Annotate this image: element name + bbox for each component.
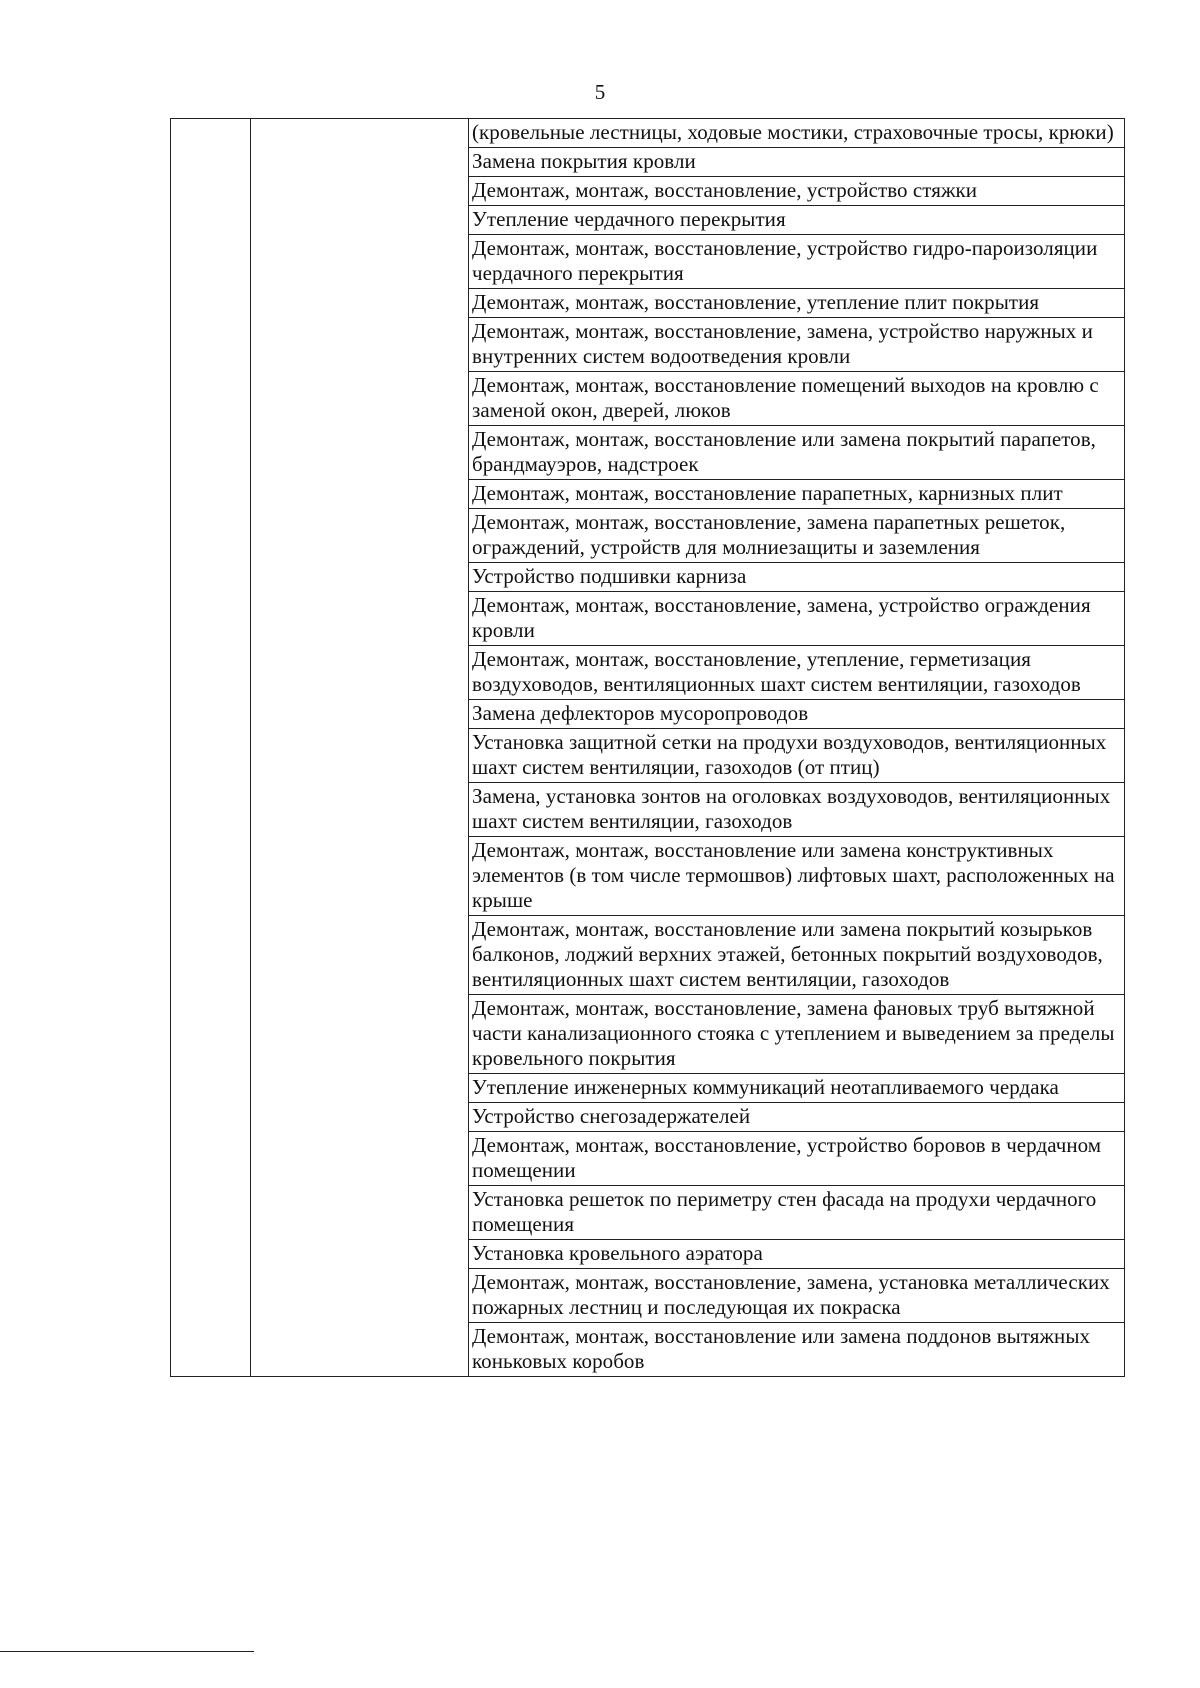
work-item-cell: Демонтаж, монтаж, восстановление или замена конструктивных элементов (в том числе термошвов) лифтовых шахт, расположенных на крыше — [469, 837, 1125, 916]
work-item-cell: Демонтаж, монтаж, восстановление или замена поддонов вытяжных коньковых коробов — [469, 1323, 1125, 1377]
merged-empty-cell-1 — [171, 119, 251, 1377]
work-item-cell: Демонтаж, монтаж, восстановление, устройство гидро-пароизоляции чердачного перекрытия — [469, 235, 1125, 289]
work-item-cell: Установка защитной сетки на продухи воздуховодов, вентиляционных шахт систем вентиляции, газоходов (от птиц) — [469, 729, 1125, 783]
work-item-cell: Демонтаж, монтаж, восстановление парапетных, карнизных плит — [469, 480, 1125, 509]
work-item-cell: Демонтаж, монтаж, восстановление, замена, устройство наружных и внутренних систем водоотведения кровли — [469, 318, 1125, 372]
work-item-cell: Замена, установка зонтов на оголовках воздуховодов, вентиляционных шахт систем вентиляции, газоходов — [469, 783, 1125, 837]
work-item-cell: Установка решеток по периметру стен фасада на продухи чердачного помещения — [469, 1186, 1125, 1240]
work-item-cell: Демонтаж, монтаж, восстановление, замена парапетных решеток, ограждений, устройств для молниезащиты и заземления — [469, 509, 1125, 563]
work-item-cell: Демонтаж, монтаж, восстановление или замена покрытий козырьков балконов, лоджий верхних этажей, бетонных покрытий воздуховодов, вентиляционных шахт систем вентиляции, газоходов — [469, 916, 1125, 995]
work-item-cell: Демонтаж, монтаж, восстановление, устройство боровов в чердачном помещении — [469, 1132, 1125, 1186]
works-table — [170, 118, 1125, 1377]
page-number: 5 — [594, 80, 606, 104]
work-item-cell: Демонтаж, монтаж, восстановление, утепление, герметизация воздуховодов, вентиляционных шахт систем вентиляции, газоходов — [469, 646, 1125, 700]
work-item-cell: Демонтаж, монтаж, восстановление помещений выходов на кровлю с заменой окон, дверей, люков — [469, 372, 1125, 426]
table-row — [171, 119, 1125, 148]
work-item-cell: Демонтаж, монтаж, восстановление, замена, устройство ограждения кровли — [469, 592, 1125, 646]
work-item-cell: Демонтаж, монтаж, восстановление, утепление плит покрытия — [469, 289, 1125, 318]
footnote-separator-line — [0, 1651, 254, 1652]
work-item-cell: Демонтаж, монтаж, восстановление или замена покрытий парапетов, брандмауэров, надстроек — [469, 426, 1125, 480]
work-item-cell: Демонтаж, монтаж, восстановление, замена, установка металлических пожарных лестниц и последующая их покраска — [469, 1269, 1125, 1323]
work-item-cell: Замена покрытия кровли — [469, 148, 1125, 177]
work-item-cell: Утепление чердачного перекрытия — [469, 206, 1125, 235]
work-item-cell: Демонтаж, монтаж, восстановление, устройство стяжки — [469, 177, 1125, 206]
work-item-cell: Утепление инженерных коммуникаций неотапливаемого чердака — [469, 1074, 1125, 1103]
work-item-cell: Демонтаж, монтаж, восстановление, замена фановых труб вытяжной части канализационного стояка с утеплением и выведением за пределы кровельного покрытия — [469, 995, 1125, 1074]
works-table-body — [171, 119, 1125, 1377]
merged-empty-cell-2 — [251, 119, 469, 1377]
work-item-cell: Устройство подшивки карниза — [469, 563, 1125, 592]
work-item-cell: Установка кровельного аэратора — [469, 1240, 1125, 1269]
work-item-cell: (кровельные лестницы, ходовые мостики, страховочные тросы, крюки) — [469, 119, 1125, 148]
work-item-cell: Замена дефлекторов мусоропроводов — [469, 700, 1125, 729]
work-item-cell: Устройство снегозадержателей — [469, 1103, 1125, 1132]
